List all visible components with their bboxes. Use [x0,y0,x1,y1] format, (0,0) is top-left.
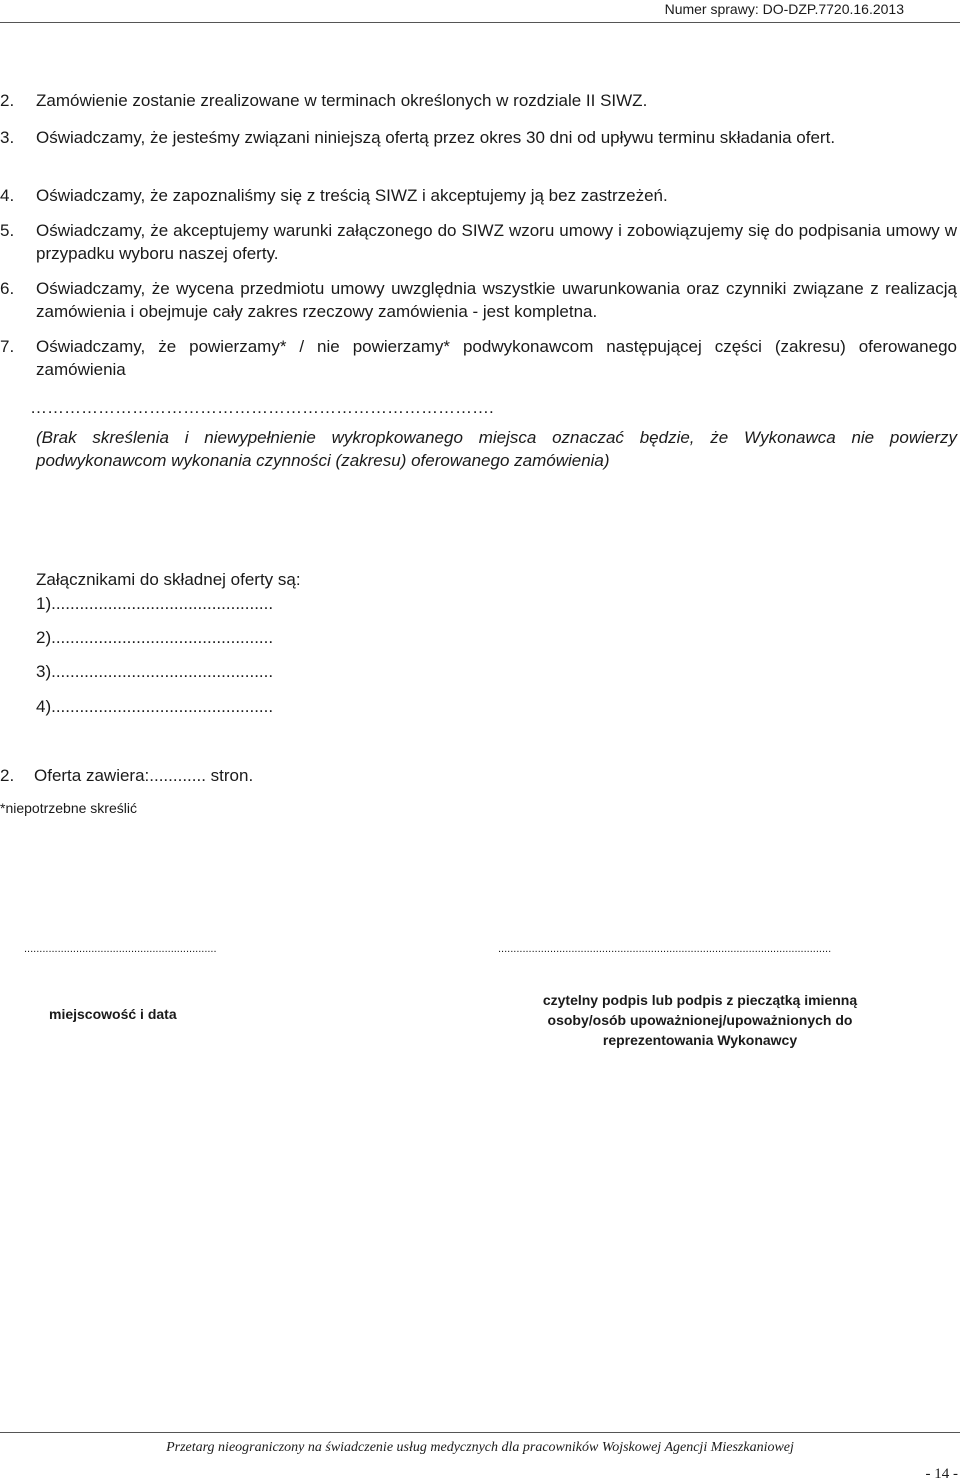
item-text: Oświadczamy, że akceptujemy warunki załączonego do SIWZ wzoru umowy i zobowiązujemy się do podpisania umowy w przypadku wyboru naszej oferty. [36,221,957,263]
item-text: Oświadczamy, że wycena przedmiotu umowy uwzględnia wszystkie uwarunkowania oraz czynniki związane z realizacją zamówienia i obejmuje cały zakres rzeczowy zamówienia - jest kompletna. [36,279,957,321]
signature-label-line-1: czytelny podpis lub podpis z pieczątką imienną [542,992,858,1008]
signature-label-line-3: reprezentowania Wykonawcy [602,1032,798,1048]
declaration-item-7 [0,336,957,381]
declaration-item-6 [0,278,957,323]
attachment-item-1[interactable]: 1)............................................... [36,594,274,613]
item-number: 7. [0,337,15,356]
declaration-item-2 [0,90,957,113]
attachment-item-3[interactable]: 3)............................................... [36,662,274,681]
item-number: 5. [0,221,15,240]
item-number: 6. [0,279,15,298]
attachment-item-2[interactable]: 2)............................................... [36,628,274,647]
offer-number: 2. [0,766,15,785]
item-text: Oświadczamy, że zapoznaliśmy się z treścią SIWZ i akceptujemy ją bez zastrzeżeń. [36,186,668,205]
footnote: *niepotrzebne skreślić [0,800,137,816]
item-text: Oświadczamy, że jesteśmy związani niniejszą ofertą przez okres 30 dni od upływu terminu składania ofert. [36,128,836,147]
item-number: 4. [0,186,15,205]
signature-line[interactable]: ............................................................................................................. [498,943,832,955]
subcontract-note: (Brak skreślenia i niewypełnienie wykropkowanego miejsca oznaczać będzie, że Wykonawca nie powierzy podwykonawcom wykonania czynności (zakresu) oferowanego zamówienia) [36,428,957,470]
signature-label-line-2: osoby/osób upoważnionej/upoważnionych do [547,1012,853,1028]
declaration-item-5 [0,220,957,265]
attachments-heading: Załącznikami do składnej oferty są: [36,570,301,589]
item-text: Oświadczamy, że powierzamy* / nie powierzamy* podwykonawcom następującej części (zakresu) oferowanego zamówienia [36,337,957,379]
offer-pages [0,766,253,786]
declaration-item-4 [0,185,957,208]
place-date-label: miejscowość i data [49,1006,177,1022]
case-number: Numer sprawy: DO-DZP.7720.16.2013 [664,1,904,17]
header-rule [0,22,960,23]
place-date-line[interactable]: ............................................................... [24,943,217,955]
footer-text: Przetarg nieograniczony na świadczenie usług medycznych dla pracowników Wojskowej Agencji Mieszkaniowej [166,1440,794,1455]
item-text: Zamówienie zostanie zrealizowane w terminach określonych w rozdziale II SIWZ. [36,91,648,110]
signature-label [500,990,900,1050]
footer-rule [0,1432,960,1433]
item-number: 2. [0,91,15,110]
attachment-item-4[interactable]: 4)............................................... [36,697,274,716]
page-number: - 14 - [925,1466,958,1482]
offer-pages-text[interactable]: Oferta zawiera:............ stron. [34,766,254,785]
declaration-item-3 [0,127,957,150]
item-number: 3. [0,128,15,147]
subcontract-blank[interactable]: ………………………………………………………………………. [30,398,494,417]
